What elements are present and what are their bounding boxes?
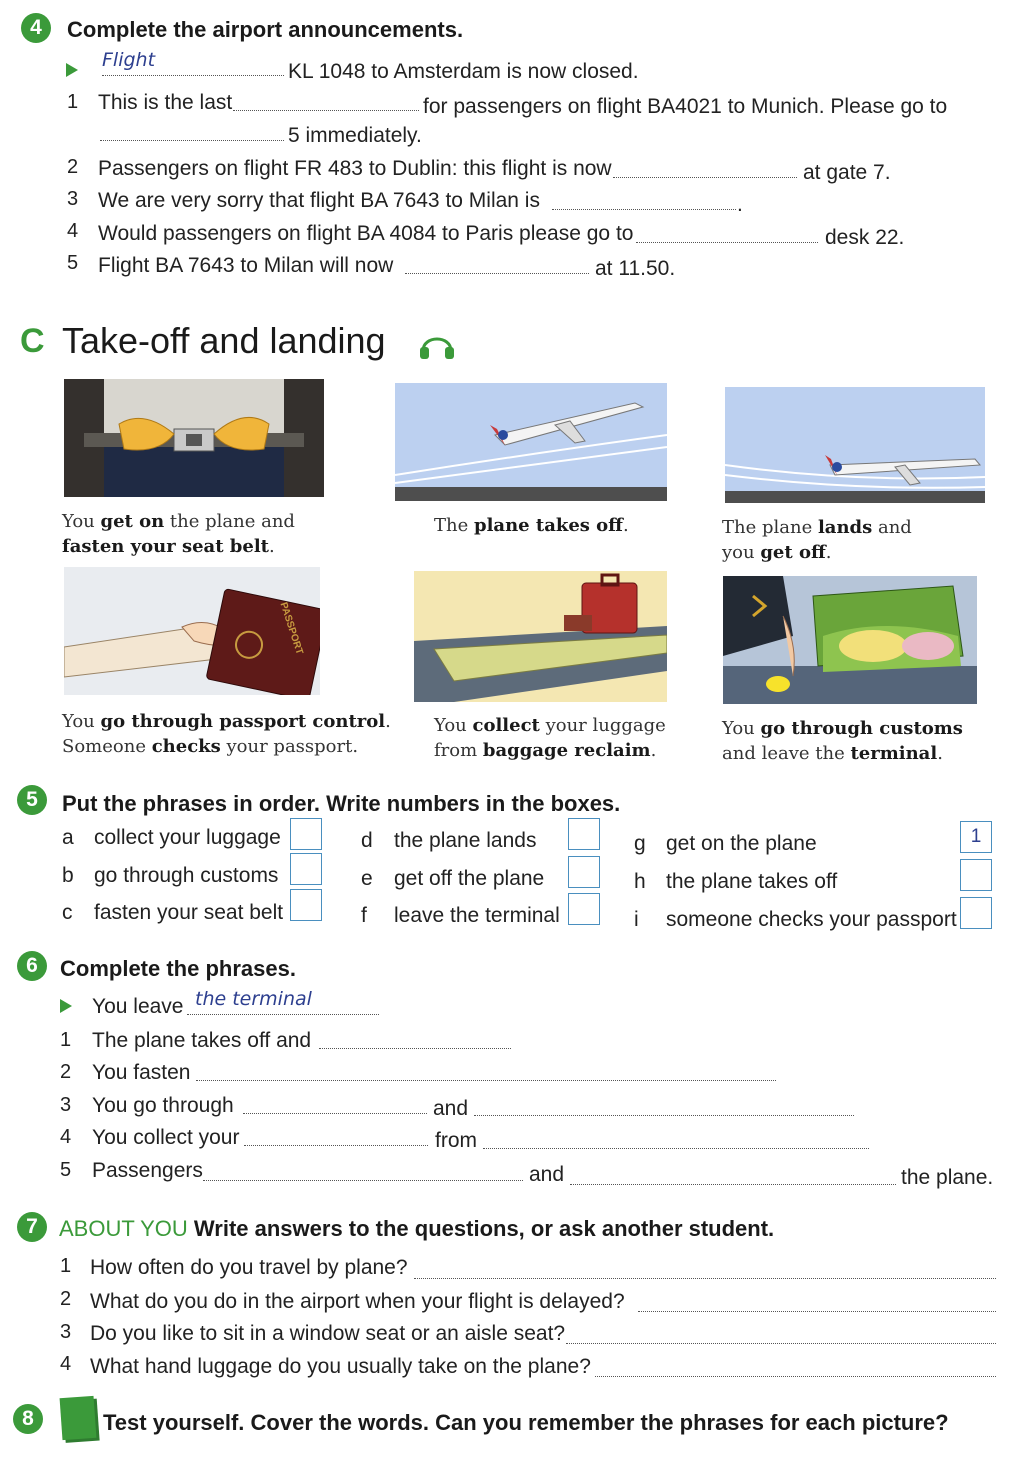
- answer-line[interactable]: [595, 1376, 996, 1377]
- question-1: How often do you travel by plane?: [90, 1256, 408, 1279]
- lands-caption: The plane lands and you get off.: [722, 517, 912, 563]
- phrase-3: You go through: [92, 1094, 234, 1117]
- answer-blank[interactable]: [319, 1048, 511, 1049]
- answer-box-h[interactable]: [960, 859, 992, 891]
- item-number: 4: [60, 1353, 72, 1375]
- exercise-4-title: Complete the airport announcements.: [67, 17, 464, 42]
- customs-picture: [723, 576, 977, 704]
- announcement-4-end: desk 22.: [825, 226, 905, 249]
- exercise-7-heading: [59, 1216, 774, 1242]
- seat-belt-picture: [64, 379, 324, 497]
- example-arrow-icon: [66, 63, 78, 77]
- item-number: 4: [67, 220, 79, 242]
- announcement-5-end: at 11.50.: [595, 257, 676, 280]
- answer-blank[interactable]: [552, 209, 736, 210]
- answer-line[interactable]: [638, 1311, 996, 1312]
- item-letter: b: [62, 864, 74, 887]
- announcement-3-end: .: [737, 193, 743, 216]
- phrase-d: the plane lands: [394, 829, 537, 852]
- item-letter: g: [634, 832, 646, 855]
- phrase-e: get off the plane: [394, 867, 545, 890]
- answer-box-a[interactable]: [290, 818, 322, 850]
- phrase-b: go through customs: [94, 864, 279, 887]
- answer-line[interactable]: [566, 1343, 996, 1344]
- answer-blank[interactable]: [203, 1180, 523, 1181]
- example-answer: the terminal: [195, 988, 312, 1010]
- about-you-label: ABOUT YOU: [59, 1216, 188, 1241]
- exercise-8-number: 8: [13, 1404, 43, 1434]
- announcement-1-end: for passengers on flight BA4021 to Munich. Please go to: [423, 95, 948, 118]
- exercise-6-title: Complete the phrases.: [60, 956, 296, 981]
- phrase-g: get on the plane: [666, 832, 817, 855]
- answer-box-f[interactable]: [568, 893, 600, 925]
- phrase-i: someone checks your passport: [666, 908, 957, 931]
- exercise-8-title: Test yourself. Cover the words. Can you remember the phrases for each picture?: [103, 1410, 949, 1435]
- item-number: 1: [67, 91, 79, 113]
- answer-box-d[interactable]: [568, 818, 600, 850]
- answer-box-c[interactable]: [290, 889, 322, 921]
- baggage-caption: You collect your luggage from baggage reclaim.: [434, 715, 666, 761]
- answer-blank[interactable]: [570, 1184, 896, 1185]
- answer-box-e[interactable]: [568, 856, 600, 888]
- example-phrase: You leave: [92, 995, 184, 1018]
- exercise-7-title: Write answers to the questions, or ask another student.: [193, 1216, 775, 1241]
- exercise-7-number: 7: [17, 1212, 47, 1242]
- plane-lands-picture: [725, 387, 985, 503]
- item-number: 3: [60, 1094, 72, 1116]
- phrase-4: You collect your: [92, 1126, 240, 1149]
- item-number: 4: [60, 1126, 72, 1148]
- item-number: 1: [60, 1255, 72, 1277]
- announcement-4-start: Would passengers on flight BA 4084 to Paris please go to: [98, 222, 634, 245]
- section-letter: C: [20, 322, 45, 360]
- answer-blank[interactable]: [405, 273, 589, 274]
- answer-box-g[interactable]: 1: [960, 821, 992, 853]
- answer-box-b[interactable]: [290, 853, 322, 885]
- announcement-3-start: We are very sorry that flight BA 7643 to Milan is: [98, 189, 540, 212]
- takes-off-caption: The plane takes off.: [434, 515, 629, 536]
- item-letter: e: [361, 867, 373, 890]
- item-number: 3: [67, 188, 79, 210]
- exercise-5-title: Put the phrases in order. Write numbers in the boxes.: [62, 791, 621, 816]
- item-letter: h: [634, 870, 646, 893]
- exercise-5-number: 5: [17, 785, 47, 815]
- item-number: 3: [60, 1321, 72, 1343]
- announcement-1-start: This is the last: [98, 91, 233, 114]
- answer-blank[interactable]: [100, 140, 284, 141]
- item-letter: d: [361, 829, 373, 852]
- passport-control-picture: [64, 567, 320, 695]
- answer-blank[interactable]: [196, 1080, 776, 1081]
- item-number: 5: [60, 1159, 72, 1181]
- phrase-h: the plane takes off: [666, 870, 838, 893]
- example-answer: Flight: [102, 49, 156, 71]
- section-title: Take-off and landing: [62, 320, 386, 361]
- item-number: 1: [60, 1029, 72, 1051]
- example-answer-blank: [102, 48, 284, 76]
- item-letter: a: [62, 826, 74, 849]
- item-letter: c: [62, 901, 73, 924]
- phrase-a: collect your luggage: [94, 826, 281, 849]
- announcement-2-end: at gate 7.: [803, 161, 891, 184]
- question-3: Do you like to sit in a window seat or an aisle seat?: [90, 1322, 566, 1345]
- customs-caption: You go through customs and leave the terminal.: [722, 718, 963, 764]
- announcement-5-start: Flight BA 7643 to Milan will now: [98, 254, 394, 277]
- phrase-3-and: and: [433, 1097, 469, 1120]
- answer-blank[interactable]: [636, 242, 818, 243]
- answer-blank[interactable]: [243, 1113, 427, 1114]
- phrase-5-end: the plane.: [901, 1166, 994, 1189]
- item-number: 5: [67, 252, 79, 274]
- exercise-4-number: 4: [21, 13, 51, 43]
- plane-takes-off-picture: [395, 383, 667, 501]
- phrase-c: fasten your seat belt: [94, 901, 284, 924]
- phrase-f: leave the terminal: [394, 904, 560, 927]
- answer-blank[interactable]: [244, 1145, 428, 1146]
- item-letter: i: [634, 908, 639, 931]
- phrase-4-from: from: [435, 1129, 477, 1152]
- item-letter: f: [361, 904, 367, 927]
- example-sentence: KL 1048 to Amsterdam is now closed.: [288, 60, 639, 83]
- headphones-icon: [418, 327, 456, 361]
- answer-blank[interactable]: [613, 177, 797, 178]
- question-2: What do you do in the airport when your flight is delayed?: [90, 1290, 625, 1313]
- example-arrow-icon: [60, 999, 72, 1013]
- announcement-2-start: Passengers on flight FR 483 to Dublin: this flight is now: [98, 157, 612, 180]
- exercise-6-number: 6: [17, 951, 47, 981]
- phrase-2: You fasten: [92, 1061, 191, 1084]
- answer-blank[interactable]: [474, 1115, 854, 1116]
- phrase-5-and: and: [529, 1163, 565, 1186]
- answer-blank[interactable]: [483, 1148, 869, 1149]
- question-4: What hand luggage do you usually take on the plane?: [90, 1355, 591, 1378]
- passport-caption: You go through passport control. Someone checks your passport.: [62, 711, 391, 757]
- answer-line[interactable]: [414, 1278, 996, 1279]
- phrase-1: The plane takes off and: [92, 1029, 312, 1052]
- example-answer-blank: [187, 987, 379, 1015]
- item-number: 2: [60, 1288, 72, 1310]
- item-number: 2: [60, 1061, 72, 1083]
- item-number: 2: [67, 156, 79, 178]
- answer-blank[interactable]: [233, 110, 419, 111]
- passport-label: PASSPORT: [277, 600, 305, 657]
- cover-book-icon: [60, 1396, 97, 1440]
- seat-belt-caption: You get on the plane and fasten your seat belt.: [62, 511, 295, 557]
- baggage-reclaim-picture: [414, 571, 667, 702]
- announcement-1-cont: 5 immediately.: [288, 124, 422, 147]
- answer-box-i[interactable]: [960, 897, 992, 929]
- phrase-5: Passengers: [92, 1159, 203, 1182]
